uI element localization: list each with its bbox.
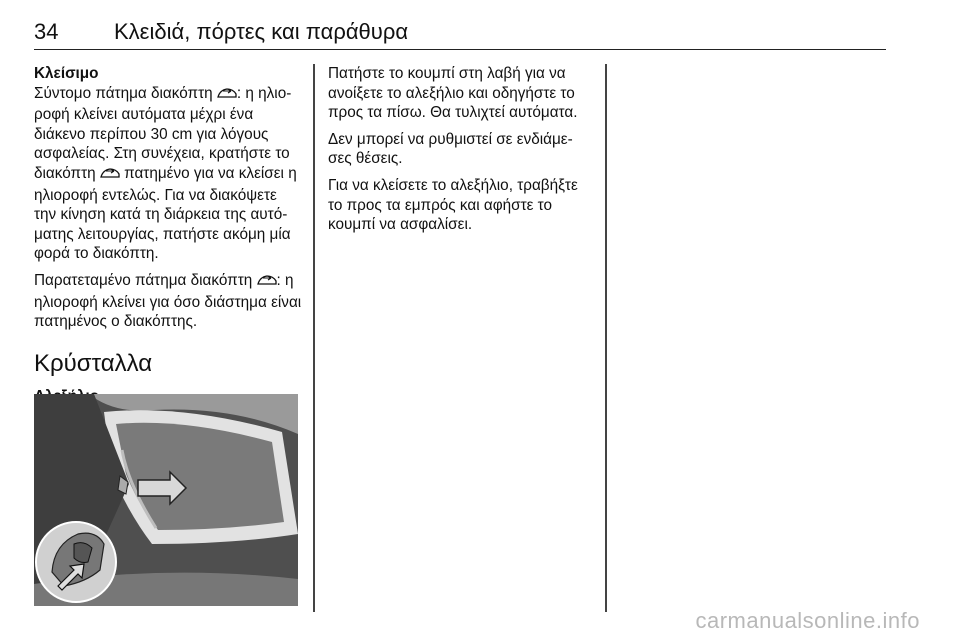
text: : η ηλιο-ροφή κλείνει αυτόματα μέχρι ένα διάκενο περίπου 30 cm για λόγους ασφαλείας. Στη συνέχεια, κρατήστε το διακόπτη xyxy=(34,84,292,182)
column-divider xyxy=(313,64,315,612)
paragraph xyxy=(34,84,302,264)
right-column xyxy=(328,64,596,242)
sunshade-illustration xyxy=(34,394,298,606)
text: : η ηλιοροφή κλείνει για όσο διάστημα είναι πατημένος ο διακόπτης. xyxy=(34,271,302,331)
paragraph: Για να κλείσετε το αλεξήλιο, τραβήξτε το προς τα εμπρός και αφήστε το κουμπί να ασφαλίσει. xyxy=(328,176,578,234)
paragraph xyxy=(34,271,302,332)
text: Παρατεταμένο πάτημα διακόπτη xyxy=(34,271,257,289)
paragraph: Δεν μπορεί να ρυθμιστεί σε ενδιάμε-σες θέσεις. xyxy=(328,130,573,168)
chapter-title: Κλειδιά, πόρτες και παράθυρα xyxy=(114,19,409,44)
text: πατημένο για να κλείσει η ηλιοροφή εντελώς. Για να διακόψετε την κίνηση κατά τη διάρκεια της αυτό-ματης λειτουργίας, πατήστε ακόμη μία φορά το διακόπτη. xyxy=(34,164,297,263)
left-column xyxy=(34,64,302,407)
subheading-closing: Κλείσιμο xyxy=(34,65,99,82)
sunroof-close-icon xyxy=(217,86,237,106)
column-divider xyxy=(605,64,607,612)
sunroof-close-icon xyxy=(257,273,277,293)
page-number: 34 xyxy=(34,19,59,44)
paragraph: Πατήστε το κουμπί στη λαβή για να ανοίξετε το αλεξήλιο και οδηγήστε το προς τα πίσω. Θα τυλιχτεί αυτόματα. xyxy=(328,65,578,122)
page-header xyxy=(34,20,886,50)
sunroof-close-icon xyxy=(100,166,120,186)
text: Σύντομο πάτημα διακόπτη xyxy=(34,84,217,102)
section-title: Κρύσταλλα xyxy=(34,349,153,377)
watermark: carmanualsonline.info xyxy=(695,608,920,633)
